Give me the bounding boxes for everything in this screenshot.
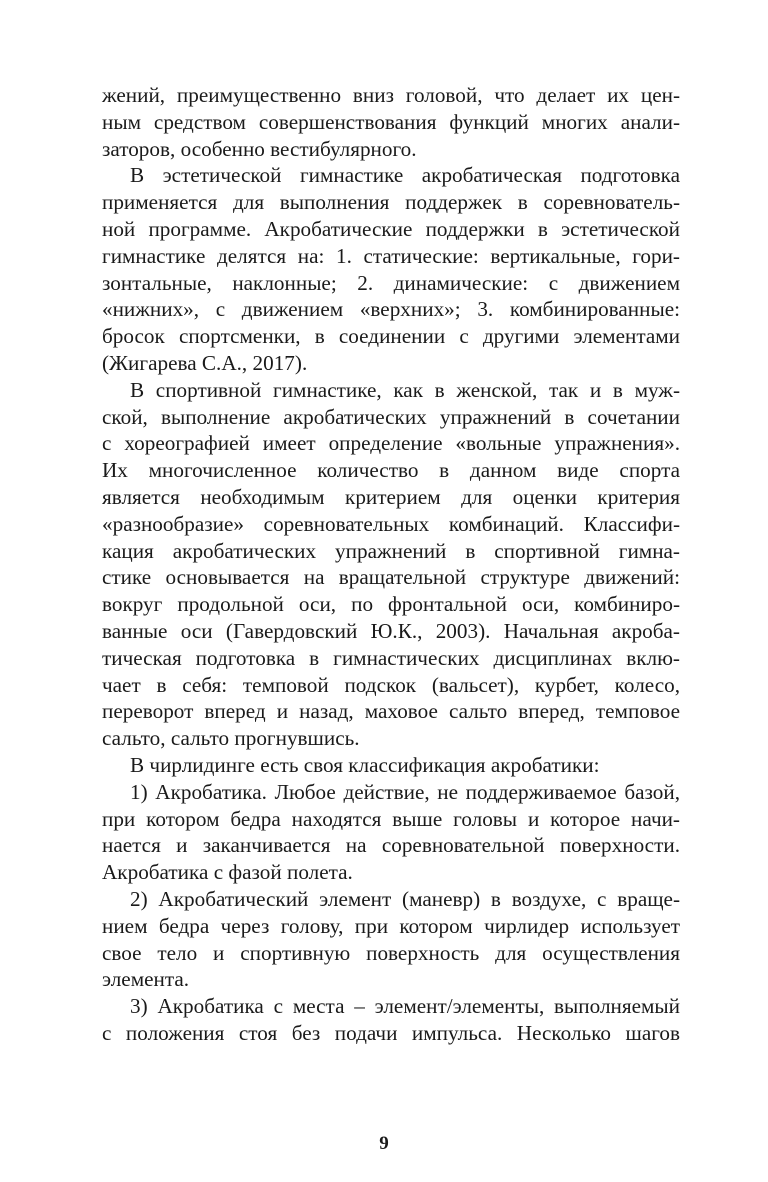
text-line: чает в себя: темповой подскок (вальсет), курбет, колесо, — [102, 672, 680, 697]
text-line: ной программе. Акробатические поддержки в эстетической — [102, 216, 680, 241]
text-line: (Жигарева С.А., 2017). — [102, 350, 308, 375]
text-line: 3) Акробатика с места – элемент/элементы, выполняемый — [130, 994, 680, 1019]
text-line: зонтальные, наклонные; 2. динамические: с движением — [102, 270, 680, 295]
text-line: В спортивной гимнастике, как в женской, так и в муж- — [130, 377, 680, 402]
paragraph-6 — [102, 886, 680, 993]
text-line: В эстетической гимнастике акробатическая подготовка — [130, 163, 680, 188]
text-line: В чирлидинге есть своя классификация акробатики: — [130, 752, 600, 777]
text-line: с хореографией имеет определение «вольные упражнения». — [102, 431, 680, 456]
paragraph-3 — [102, 377, 680, 752]
text-line: сальто, сальто прогнувшись. — [102, 726, 360, 751]
text-line: кация акробатических упражнений в спортивной гимна- — [102, 538, 680, 563]
text-line: ской, выполнение акробатических упражнений в сочетании — [102, 404, 680, 429]
text-line: жений, преимущественно вниз головой, что делает их цен- — [102, 83, 680, 107]
paragraph-4 — [102, 752, 680, 779]
text-line: «разнообразие» соревновательных комбинаций. Классифи- — [102, 511, 680, 536]
text-line: «нижних», с движением «верхних»; 3. комбинированные: — [102, 297, 680, 322]
text-line: стике основывается на вращательной структуре движений: — [102, 565, 680, 590]
page-number: 9 — [379, 1133, 389, 1154]
text-line: Акробатика с фазой полета. — [102, 860, 353, 885]
text-line: с положения стоя без подачи импульса. Несколько шагов — [102, 1020, 680, 1045]
text-line: вокруг продольной оси, по фронтальной оси, комбиниро- — [102, 592, 680, 617]
text-line: 1) Акробатика. Любое действие, не поддерживаемое базой, — [130, 779, 680, 804]
text-line: гимнастике делятся на: 1. статические: вертикальные, гори- — [102, 243, 680, 268]
paragraph-1 — [102, 82, 680, 162]
paragraph-5 — [102, 779, 680, 886]
text-line: нием бедра через голову, при котором чирлидер использует — [102, 913, 680, 938]
text-line: элемента. — [102, 967, 190, 992]
text-line: заторов, особенно вестибулярного. — [102, 136, 417, 161]
text-line: при котором бедра находятся выше головы и которое начи- — [102, 806, 680, 831]
paragraph-7 — [102, 993, 680, 1047]
text-line: переворот вперед и назад, маховое сальто вперед, темповое — [102, 699, 680, 724]
text-line: является необходимым критерием для оценки критерия — [102, 484, 680, 509]
text-line: Их многочисленное количество в данном виде спорта — [102, 458, 680, 483]
text-line: ванные оси (Гавердовский Ю.К., 2003). Начальная акроба- — [102, 618, 680, 643]
text-line: ным средством совершенствования функций многих анали- — [102, 109, 680, 134]
text-line: свое тело и спортивную поверхность для осуществления — [102, 940, 680, 965]
page-body — [102, 82, 680, 1047]
text-line: применяется для выполнения поддержек в соревнователь- — [102, 190, 680, 215]
paragraph-2 — [102, 162, 680, 376]
text-line: тическая подготовка в гимнастических дисциплинах вклю- — [102, 645, 680, 670]
text-line: 2) Акробатический элемент (маневр) в воздухе, с враще- — [130, 886, 680, 911]
text-line: бросок спортсменки, в соединении с другими элементами — [102, 324, 680, 349]
text-line: нается и заканчивается на соревновательной поверхности. — [102, 833, 680, 858]
